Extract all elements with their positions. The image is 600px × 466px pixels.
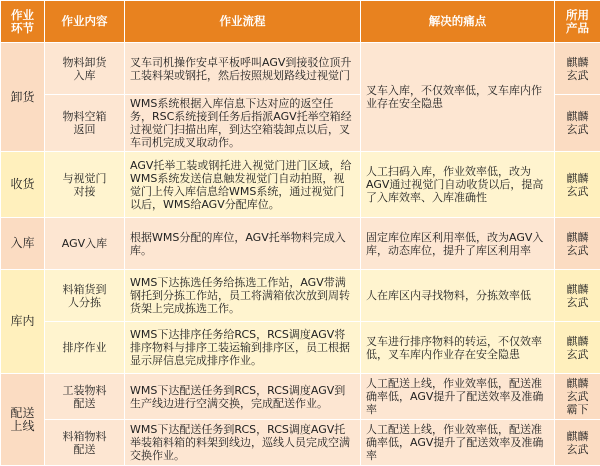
content-cell: 料箱物料 配送 [45, 420, 125, 466]
table-row [1, 43, 600, 95]
product-cell: 麒麟 玄武 [555, 218, 600, 270]
product-cell: 麒麟 玄武 [555, 322, 600, 374]
table-row [1, 374, 600, 420]
product-cell: 麒麟 玄武 [555, 95, 600, 152]
pain-point-cell: 叉车入库，不仅效率低，叉车库内作业存在安全隐患 [361, 43, 555, 152]
stage-cell: 配送 上线 [1, 374, 45, 466]
table-row [1, 218, 600, 270]
process-cell: AGV托举工装或钢托进入视觉门进门区域，给WMS系统发送信息触发视觉门自动拍照，视觉门上传入库信息给WMS系统，通过视觉门以后，WMS给AGV分配库位。 [125, 152, 361, 218]
header-product: 所用 产品 [555, 1, 600, 43]
content-cell: AGV入库 [45, 218, 125, 270]
table-row [1, 322, 600, 374]
content-cell: 物料空箱 返回 [45, 95, 125, 152]
product-cell: 麒麟 玄武 霸下 [555, 374, 600, 420]
process-cell: 叉车司机操作安卓平板呼叫AGV到接驳位顶升工装料架或钢托，然后按照规划路线过视觉门 [125, 43, 361, 95]
product-cell: 麒麟 玄武 [555, 420, 600, 466]
content-cell: 物料卸货 入库 [45, 43, 125, 95]
process-cell: WMS下达配送任务到RCS，RCS调度AGV托举装箱料箱的料架到线边，巡线人员完成空满交换作业。 [125, 420, 361, 466]
stage-cell: 入库 [1, 218, 45, 270]
product-cell: 麒麟 玄武 [555, 152, 600, 218]
table-row [1, 270, 600, 322]
content-cell: 料箱货到 人分拣 [45, 270, 125, 322]
table-row [1, 152, 600, 218]
header-content: 作业内容 [45, 1, 125, 43]
process-cell: 根据WMS分配的库位，AGV托举物料完成入库。 [125, 218, 361, 270]
process-cell: WMS下达排序任务给RCS，RCS调度AGV将排序物料与排序工装运输到排序区，员工根据显示屏信息完成排序作业。 [125, 322, 361, 374]
content-cell: 工装物料 配送 [45, 374, 125, 420]
product-cell: 麒麟 玄武 [555, 270, 600, 322]
pain-point-cell: 人工配送上线，作业效率低，配送准确率低，AGV提升了配送效率及准确率 [361, 374, 555, 420]
content-cell: 与视觉门 对接 [45, 152, 125, 218]
table-row [1, 420, 600, 466]
process-cell: WMS系统根据入库信息下达对应的返空任务，RSC系统接到任务后指派AGV托举空箱经过视觉门扫描出库，到达空箱装卸点以后，叉车司机完成叉取动作。 [125, 95, 361, 152]
pain-point-cell: 人在库区内寻找物料，分拣效率低 [361, 270, 555, 322]
content-cell: 排序作业 [45, 322, 125, 374]
pain-point-cell: 人工扫码入库，作业效率低，改为AGV通过视觉门自动收货以后，提高了入库效率、入库准确性 [361, 152, 555, 218]
header-process: 作业流程 [125, 1, 361, 43]
pain-point-cell: 人工配送上线，作业效率低，配送准确率低，AGV提升了配送效率及准确率 [361, 420, 555, 466]
process-cell: WMS下达拣选任务给拣选工作站，AGV带满钢托到分拣工作站，员工将满箱依次放到周转货架上完成拣选工作。 [125, 270, 361, 322]
pain-point-cell: 叉车进行排序物料的转运，不仅效率低，叉车库内作业存在安全隐患 [361, 322, 555, 374]
stage-cell: 卸货 [1, 43, 45, 152]
header-pain-point: 解决的痛点 [361, 1, 555, 43]
header-stage: 作业 环节 [1, 1, 45, 43]
process-cell: WMS下达配送任务到RCS，RCS调度AGV到生产线边进行空满交换，完成配送作业。 [125, 374, 361, 420]
table-header-row [1, 1, 600, 43]
stage-cell: 收货 [1, 152, 45, 218]
product-cell: 麒麟 玄武 [555, 43, 600, 95]
stage-cell: 库内 [1, 270, 45, 374]
pain-point-cell: 固定库位库区利用率低，改为AGV入库，动态库位，提升了库区利用率 [361, 218, 555, 270]
